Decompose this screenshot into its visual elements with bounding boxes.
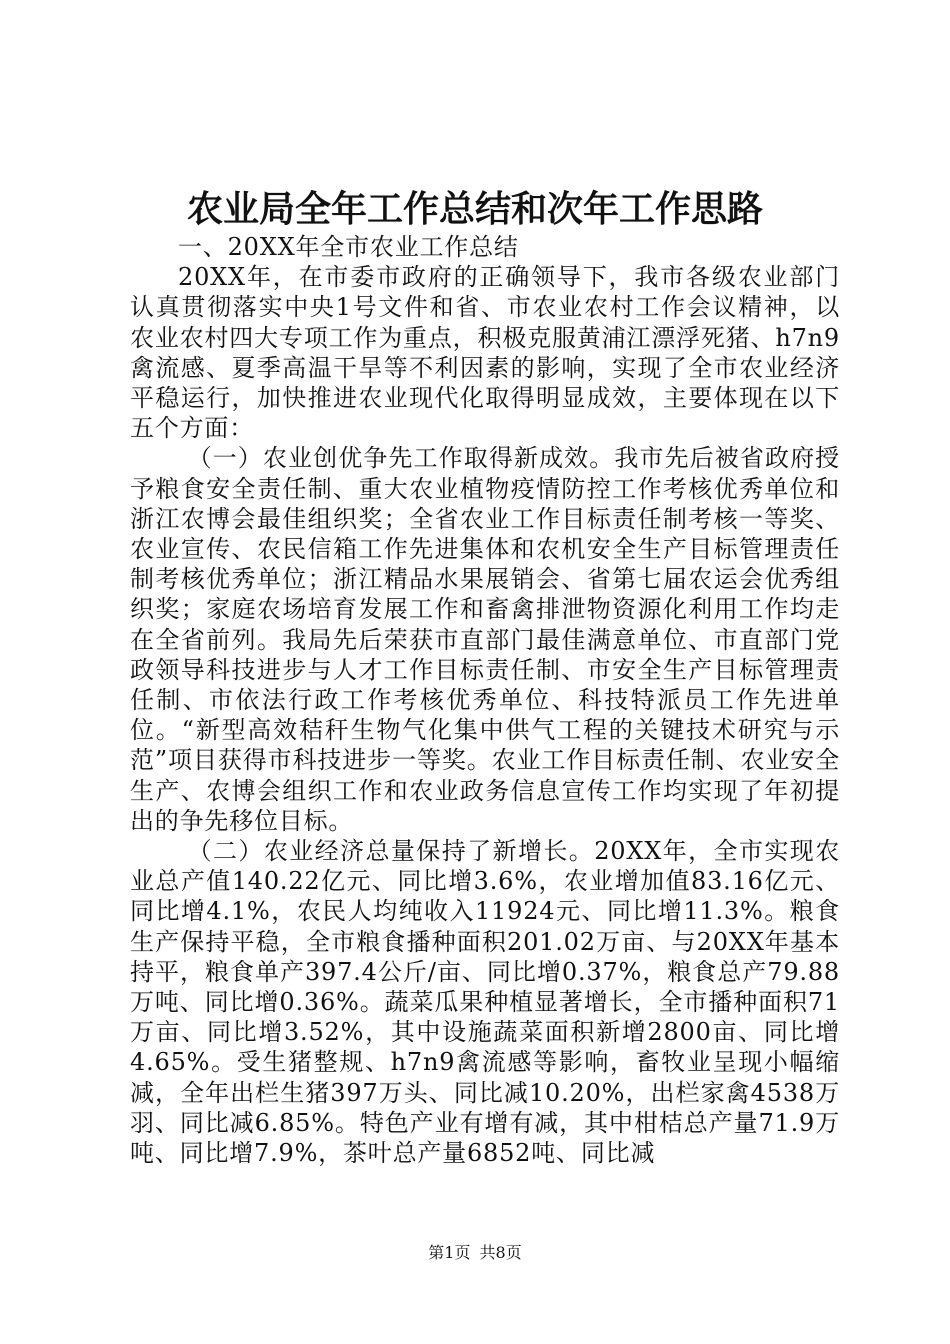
intro-paragraph: 20XX年，在市委市政府的正确领导下，我市各级农业部门认真贯彻落实中央1号文件和省、市农业农村工作会议精神，以农业农村四大专项工作为重点，积极克服黄浦江漂浮死猪、h7n9禽流感、夏季高温干旱等不利因素的影响，实现了全市农业经济平稳运行，加快推进农业现代化取得明显成效，主要体现在以下五个方面： — [130, 263, 840, 443]
item-one-paragraph: （一）农业创优争先工作取得新成效。我市先后被省政府授予粮食安全责任制、重大农业植物疫情防控工作考核优秀单位和浙江农博会最佳组织奖；全省农业工作目标责任制考核一等奖、农业宣传、农民信箱工作先进集体和农机安全生产目标管理责任制考核优秀单位；浙江精品水果展销会、省第七届农运会优秀组织奖；家庭农场培育发展工作和畜禽排泄物资源化利用工作均走在全省前列。我局先后荣获市直部门最佳满意单位、市直部门党政领导科技进步与人才工作目标责任制、市安全生产目标管理责任制、市依法行政工作考核优秀单位、科技特派员工作先进单位。“新型高效秸秆生物气化集中供气工程的关键技术研究与示范”项目获得市科技进步一等奖。农业工作目标责任制、农业安全生产、农博会组织工作和农业政务信息宣传工作均实现了年初提出的争先移位目标。 — [130, 444, 840, 835]
item-two-paragraph: （二）农业经济总量保持了新增长。20XX年，全市实现农业总产值140.22亿元、同比增3.6%，农业增加值83.16亿元、同比增4.1%，农民人均纯收入11924元、同比增11.3%。粮食生产保持平稳，全市粮食播种面积201.02万亩、与20XX年基本持平，粮食单产397.4公斤/亩、同比增0.37%，粮食总产79.88万吨、同比增0.36%。蔬菜瓜果种植显著增长，全市播种面积71万亩、同比增3.52%，其中设施蔬菜面积新增2800亩、同比增4.65%。受生猪整规、h7n9禽流感等影响，畜牧业呈现小幅缩减，全年出栏生猪397万头、同比减10.20%，出栏家禽4538万羽、同比减6.85%。特色产业有增有减，其中柑桔总产量71.9万吨、同比增7.9%，茶叶总产量6852吨、同比减 — [130, 837, 840, 1168]
page-footer — [0, 1242, 950, 1264]
section-heading: 一、20XX年全市农业工作总结 — [178, 233, 519, 261]
page-number: 第1页 — [428, 1243, 471, 1262]
page-total: 共8页 — [479, 1243, 522, 1262]
document-title: 农业局全年工作总结和次年工作思路 — [186, 188, 763, 230]
document-body — [130, 232, 840, 1168]
